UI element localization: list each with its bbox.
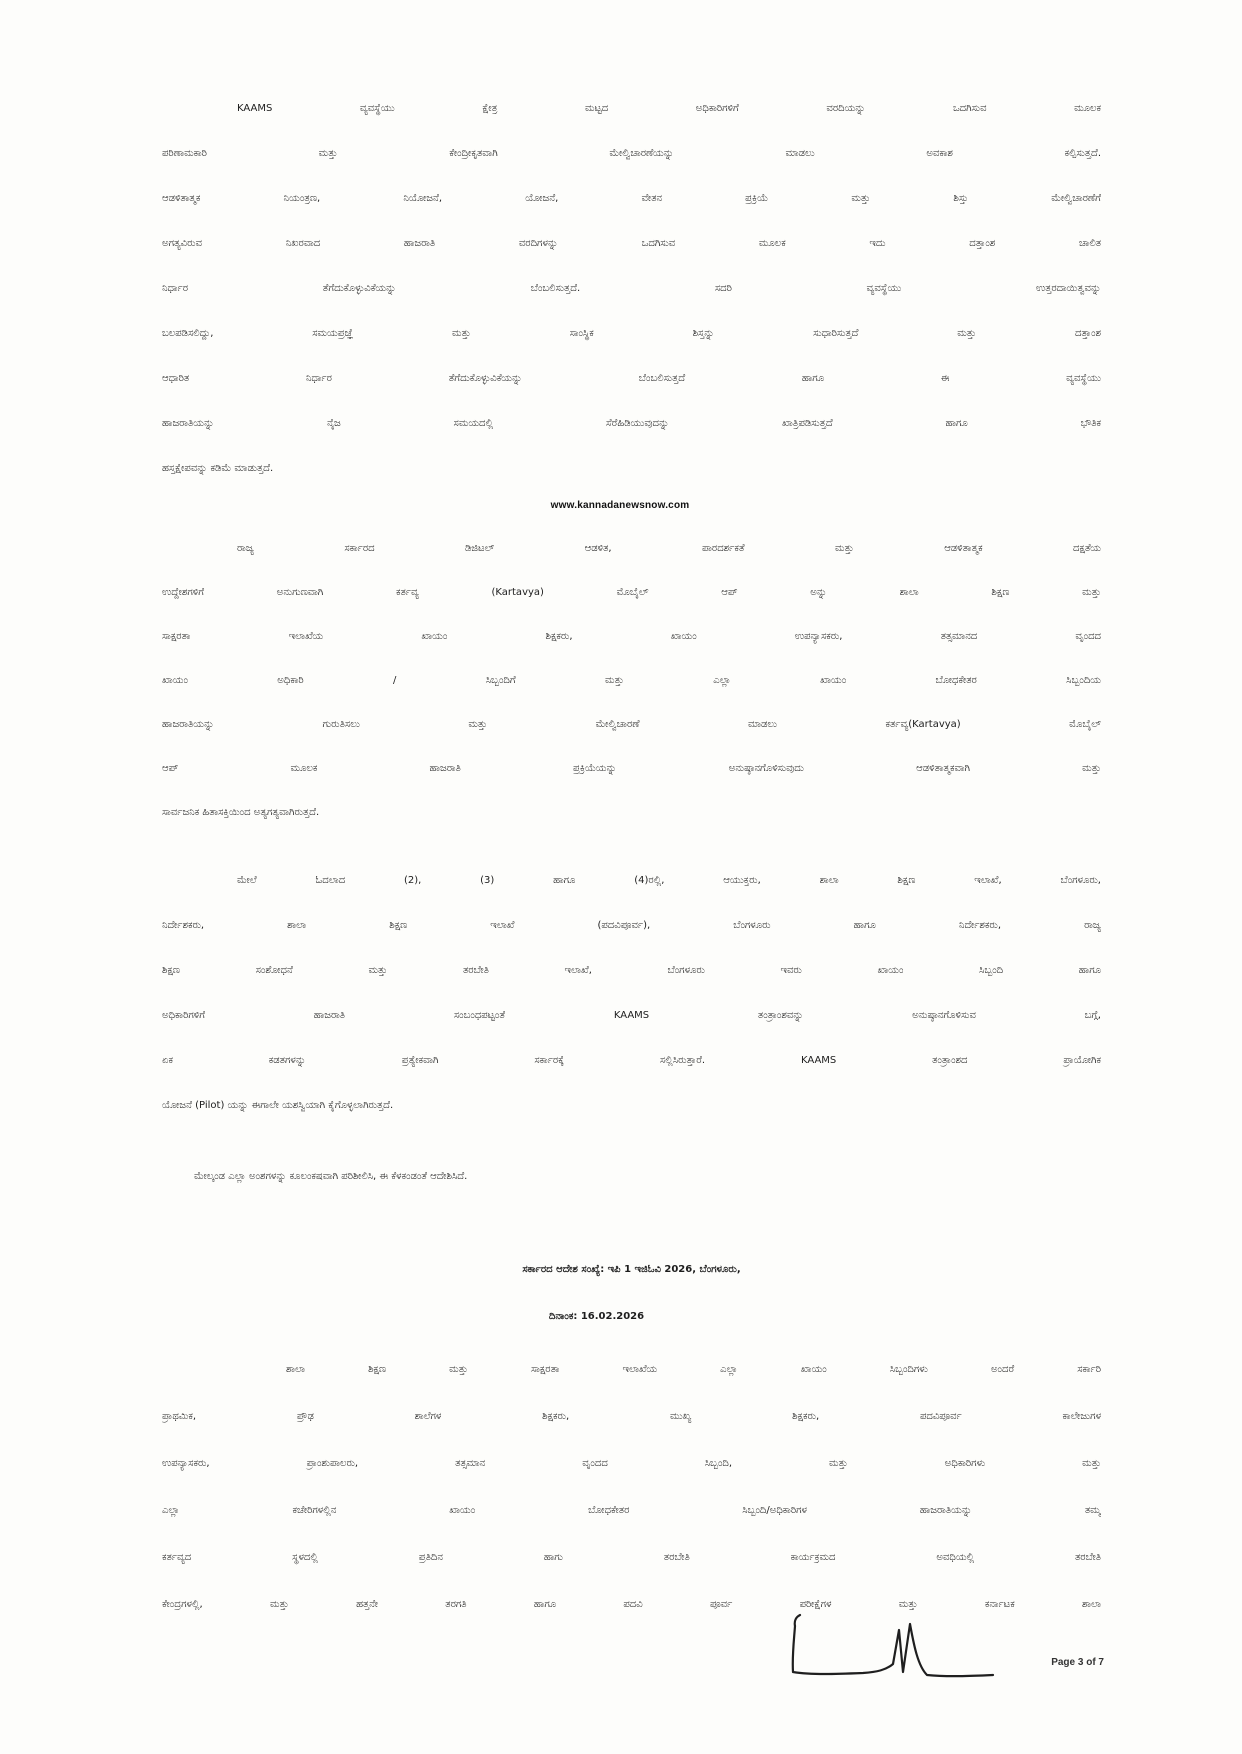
text-line: ಎಲ್ಲಾ ಕಚೇರಿಗಳಲ್ಲಿನ ಖಾಯಂ ಬೋಧಕೇತರ ಸಿಬ್ಬಂದಿ/ಅಧಿಕಾರಿಗಳ ಹಾಜರಾತಿಯನ್ನು ತಮ್ಮ: [162, 1505, 1101, 1516]
paragraph-1: [162, 86, 1101, 491]
text-line: ಉದ್ದೇಶಗಳಿಗೆ ಅನುಗುಣವಾಗಿ ಕರ್ತವ್ಯ (Kartavya) ಮೊಬೈಲ್ ಆಪ್ ಅನ್ನು ಶಾಲಾ ಶಿಕ್ಷಣ ಮತ್ತು: [162, 587, 1101, 598]
text-line: KAAMS ವ್ಯವಸ್ಥೆಯು ಕ್ಷೇತ್ರ ಮಟ್ಟದ ಅಧಿಕಾರಿಗಳಿಗೆ ವರದಿಯನ್ನು ಒದಗಿಸುವ ಮೂಲಕ: [237, 103, 1101, 114]
text-line: ಅಧಿಕಾರಿಗಳಿಗೆ ಹಾಜರಾತಿ ಸಂಬಂಧಪಟ್ಟಂತೆ KAAMS ತಂತ್ರಾಂಶವನ್ನು ಅನುಷ್ಠಾನಗೊಳಿಸುವ ಬಗ್ಗೆ,: [162, 1010, 1101, 1021]
text-line: ನಿರ್ಧಾರ ತೆಗೆದುಕೊಳ್ಳುವಿಕೆಯನ್ನು ಬೆಂಬಲಿಸುತ್ತದೆ. ಸದರಿ ವ್ಯವಸ್ಥೆಯು ಉತ್ತರದಾಯಿತ್ವವನ್ನು: [162, 283, 1101, 294]
text-line: ಹಾಜರಾತಿಯನ್ನು ಗುರುತಿಸಲು ಮತ್ತು ಮೇಲ್ವಿಚಾರಣೆ ಮಾಡಲು ಕರ್ತವ್ಯ(Kartavya) ಮೊಬೈಲ್: [162, 719, 1101, 730]
text-line: ಶಿಕ್ಷಣ ಸಂಶೋಧನೆ ಮತ್ತು ತರಬೇತಿ ಇಲಾಖೆ, ಬೆಂಗಳೂರು ಇವರು ಖಾಯಂ ಸಿಬ್ಬಂದಿ ಹಾಗೂ: [162, 965, 1101, 976]
signature: [785, 1612, 997, 1686]
text-line: ಏಕ ಕಡತಗಳನ್ನು ಪ್ರತ್ಯೇಕವಾಗಿ ಸರ್ಕಾರಕ್ಕೆ ಸಲ್ಲಿಸಿರುತ್ತಾರೆ. KAAMS ತಂತ್ರಾಂಶದ ಪ್ರಾಯೋಗಿಕ: [162, 1055, 1101, 1066]
text-line: ಯೋಜನೆ (Pilot) ಯನ್ನು ಈಗಾಲೇ ಯಶಸ್ವಿಯಾಗಿ ಕೈಗೊಳ್ಳಲಾಗಿರುತ್ತದೆ.: [162, 1100, 394, 1111]
text-line: ಮೇಲೆ ಓದಲಾದ (2), (3) ಹಾಗೂ (4)ರಲ್ಲಿ, ಆಯುಕ್ತರು, ಶಾಲಾ ಶಿಕ್ಷಣ ಇಲಾಖೆ, ಬೆಂಗಳೂರು,: [237, 875, 1101, 886]
text-line: ಕೇಂದ್ರಗಳಲ್ಲಿ, ಮತ್ತು ಹತ್ತನೇ ತರಗತಿ ಹಾಗೂ ಪದವಿ ಪೂರ್ವ ಪರೀಕ್ಷೆಗಳ ಮತ್ತು ಕರ್ನಾಟಕ ಶಾಲಾ: [162, 1599, 1101, 1610]
text-line: ಹಾಜರಾತಿಯನ್ನು ನೈಜ ಸಮಯದಲ್ಲಿ ಸೆರೆಹಿಡಿಯುವುದನ್ನು ಖಾತ್ರಿಪಡಿಸುತ್ತದೆ ಹಾಗೂ ಭೌತಿಕ: [162, 418, 1101, 429]
order-number: ಸರ್ಕಾರದ ಆದೇಶ ಸಂಖ್ಯೆ: ಇಪಿ 1 ಇಜಿಓವಿ 2026, ಬೆಂಗಳೂರು,: [522, 1264, 741, 1275]
paragraph-3: [162, 858, 1101, 1128]
order-date: ದಿನಾಂಕ: 16.02.2026: [548, 1311, 645, 1322]
text-line: ಅಗತ್ಯವಿರುವ ನಿಖರವಾದ ಹಾಜರಾತಿ ವರದಿಗಳನ್ನು ಒದಗಿಸುವ ಮೂಲಕ ಇದು ದತ್ತಾಂಶ ಚಾಲಿತ: [162, 238, 1101, 249]
text-line: ಹಸ್ತಕ್ಷೇಪವನ್ನು ಕಡಿಮೆ ಮಾಡುತ್ತದೆ.: [162, 463, 274, 474]
text-line: ಸಾಕ್ಷರತಾ ಇಲಾಖೆಯ ಖಾಯಂ ಶಿಕ್ಷಕರು, ಖಾಯಂ ಉಪನ್ಯಾಸಕರು, ತತ್ಸಮಾನದ ವೃಂದದ: [162, 631, 1101, 642]
text-line: ಮೇಲ್ಕಂಡ ಎಲ್ಲಾ ಅಂಶಗಳನ್ನು ಕೂಲಂಕಷವಾಗಿ ಪರಿಶೀಲಿಸಿ, ಈ ಕೆಳಕಂಡಂತೆ ಆದೇಶಿಸಿದೆ.: [194, 1171, 468, 1182]
text-line: ಉಪನ್ಯಾಸಕರು, ಪ್ರಾಂಶುಪಾಲರು, ತತ್ಸಮಾನ ವೃಂದದ ಸಿಬ್ಬಂದಿ, ಮತ್ತು ಅಧಿಕಾರಿಗಳು ಮತ್ತು: [162, 1458, 1101, 1469]
text-line: ರಾಜ್ಯ ಸರ್ಕಾರದ ಡಿಜಿಟಲ್ ಆಡಳಿತ, ಪಾರದರ್ಶಕತೆ ಮತ್ತು ಆಡಳಿತಾತ್ಮಕ ದಕ್ಷತೆಯ: [237, 543, 1101, 554]
order-heading: [162, 1246, 1101, 1340]
website-watermark: www.kannadanewsnow.com: [550, 500, 690, 511]
text-line: ಸಾರ್ವಜನಿಕ ಹಿತಾಸಕ್ತಿಯಿಂದ ಅತ್ಯಗತ್ಯವಾಗಿರುತ್ತದೆ.: [162, 807, 320, 818]
text-line: ಪರಿಣಾಮಕಾರಿ ಮತ್ತು ಕೇಂದ್ರೀಕೃತವಾಗಿ ಮೇಲ್ವಿಚಾರಣೆಯನ್ನು ಮಾಡಲು ಅವಕಾಶ ಕಲ್ಪಿಸುತ್ತದೆ.: [162, 148, 1101, 159]
paragraph-4: [162, 1154, 1101, 1199]
text-line: ಖಾಯಂ ಅಧಿಕಾರಿ / ಸಿಬ್ಬಂದಿಗೆ ಮತ್ತು ಎಲ್ಲಾ ಖಾಯಂ ಬೋಧಕೇತರ ಸಿಬ್ಬಂದಿಯ: [162, 675, 1101, 686]
text-line: ಬಲಪಡಿಸಲಿದ್ದು, ಸಮಯಪ್ರಜ್ಞೆ ಮತ್ತು ಸಾಂಸ್ಥಿಕ ಶಿಸ್ತನ್ನು ಸುಧಾರಿಸುತ್ತದೆ ಮತ್ತು ದತ್ತಾಂಶ: [162, 328, 1101, 339]
paragraph-5: [162, 1346, 1101, 1628]
text-line: ನಿರ್ದೇಶಕರು, ಶಾಲಾ ಶಿಕ್ಷಣ ಇಲಾಖೆ (ಪದವಿಪೂರ್ವ), ಬೆಂಗಳೂರು ಹಾಗೂ ನಿರ್ದೇಶಕರು, ರಾಜ್ಯ: [162, 920, 1101, 931]
page-number: Page 3 of 7: [1051, 1657, 1104, 1668]
text-line: ಶಾಲಾ ಶಿಕ್ಷಣ ಮತ್ತು ಸಾಕ್ಷರತಾ ಇಲಾಖೆಯ ಎಲ್ಲಾ ಖಾಯಂ ಸಿಬ್ಬಂದಿಗಳು ಅಂದರೆ ಸರ್ಕಾರಿ: [286, 1364, 1101, 1375]
text-line: ಆಪ್ ಮೂಲಕ ಹಾಜರಾತಿ ಪ್ರಕ್ರಿಯೆಯನ್ನು ಅನುಷ್ಠಾನಗೊಳಿಸುವುದು ಆಡಳಿತಾತ್ಮಕವಾಗಿ ಮತ್ತು: [162, 763, 1101, 774]
text-line: ಆಡಳಿತಾತ್ಮಕ ನಿಯಂತ್ರಣ, ನಿಯೋಜನೆ, ಯೋಜನೆ, ವೇತನ ಪ್ರಕ್ರಿಯೆ ಮತ್ತು ಶಿಸ್ತು ಮೇಲ್ವಿಚಾರಣೆಗೆ: [162, 193, 1101, 204]
paragraph-2: [162, 527, 1101, 835]
text-line: ಕರ್ತವ್ಯದ ಸ್ಥಳದಲ್ಲಿ ಪ್ರತಿದಿನ ಹಾಗು ತರಬೇತಿ ಕಾರ್ಯಕ್ರಮದ ಅವಧಿಯಲ್ಲಿ ತರಬೇತಿ: [162, 1552, 1101, 1563]
text-line: ಪ್ರಾಥಮಿಕ, ಪ್ರೌಢ ಶಾಲೆಗಳ ಶಿಕ್ಷಕರು, ಮುಖ್ಯ ಶಿಕ್ಷಕರು, ಪದವಿಪೂರ್ವ ಕಾಲೇಜುಗಳ: [162, 1411, 1101, 1422]
text-line: ಆಧಾರಿತ ನಿರ್ಧಾರ ತೆಗೆದುಕೊಳ್ಳುವಿಕೆಯನ್ನು ಬೆಂಬಲಿಸುತ್ತದೆ ಹಾಗೂ ಈ ವ್ಯವಸ್ಥೆಯು: [162, 373, 1101, 384]
